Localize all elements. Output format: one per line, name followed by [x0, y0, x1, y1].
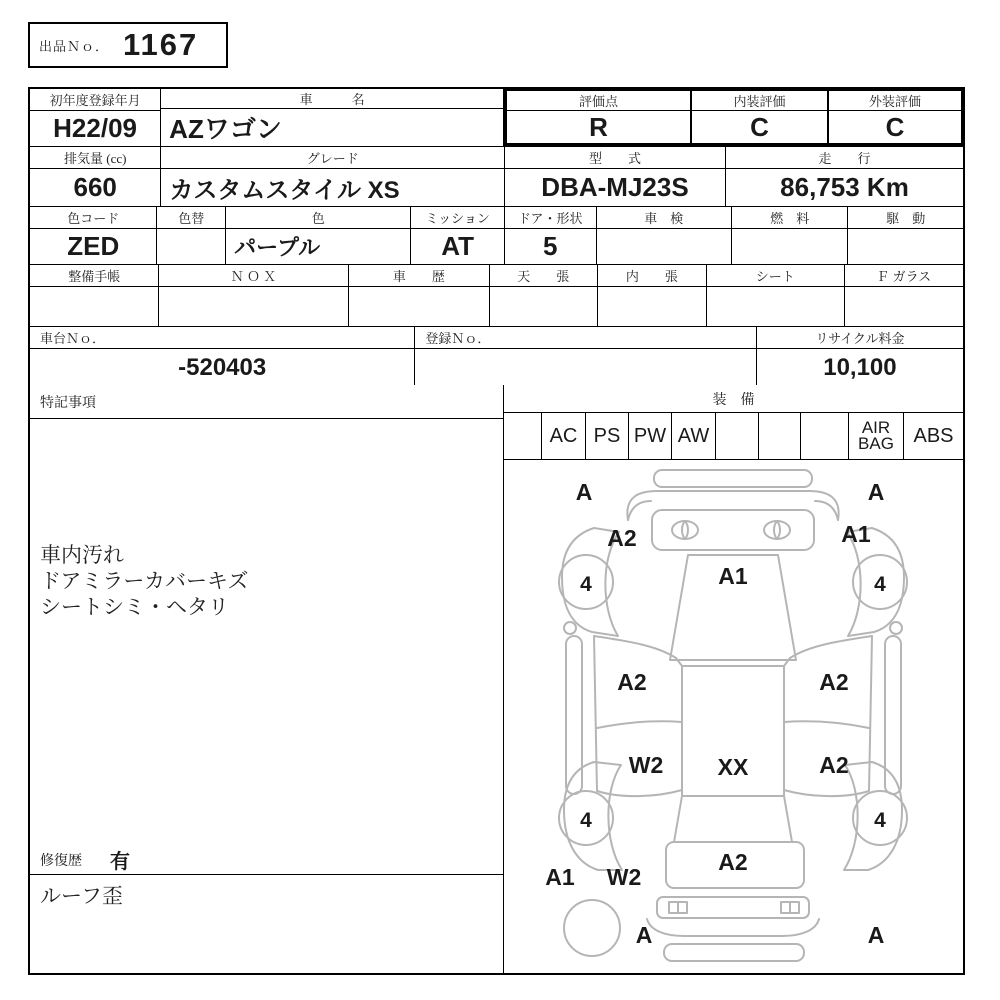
- equipment-row: [504, 413, 963, 460]
- front-glass-label: Ｆ ガラス: [845, 265, 963, 287]
- field-seat: [707, 265, 844, 326]
- car-name-label: 車 名: [161, 89, 503, 109]
- car-history-label: 車 歴: [349, 265, 489, 287]
- color-code-label: 色コード: [30, 207, 156, 229]
- car-history-value: [349, 287, 489, 326]
- equipment-cell-abs: ABS: [913, 424, 954, 447]
- damage-code-front-left: A: [575, 479, 593, 505]
- chassis-no-label: 車台Ｎｏ．: [30, 327, 414, 349]
- displacement-value: 660: [73, 172, 117, 202]
- repair-history-label: 修復歴: [40, 853, 82, 869]
- equipment-cell-empty: [504, 413, 542, 459]
- damage-code-rear-left-panel: W2: [606, 864, 642, 890]
- score-value: R: [589, 111, 608, 142]
- displacement-label: 排気量 (cc): [30, 147, 160, 169]
- fuel-label: 燃 料: [732, 207, 848, 229]
- damage-code-right-rear-door: A2: [819, 752, 849, 778]
- wheel-rear-right-label: 4: [874, 809, 886, 832]
- row-registration: [30, 89, 963, 147]
- doors-label: ドア・形状: [505, 207, 596, 229]
- model-code-value: DBA-MJ23S: [541, 172, 689, 202]
- field-inspection: [597, 207, 732, 264]
- first-registration-label: 初年度登録年月: [30, 89, 160, 111]
- nox-label: Ｎ Ｏ Ｘ: [159, 265, 347, 287]
- damage-code-left-rear-door: W2: [628, 752, 664, 778]
- door-trim-value: [598, 287, 707, 326]
- grade-label: グレード: [161, 147, 504, 169]
- repair-history-header: [30, 845, 503, 875]
- interior-grade-label: 内装評価: [692, 91, 827, 111]
- damage-code-windshield: A1: [718, 563, 748, 589]
- equipment-cell-ac: AC: [542, 413, 586, 459]
- field-drive: [848, 207, 963, 264]
- repair-history-note: ルーフ歪: [40, 885, 123, 908]
- remarks-header: 特記事項: [30, 385, 503, 419]
- field-fuel: [732, 207, 849, 264]
- field-chassis-no: [30, 327, 415, 387]
- damage-code-front-right: A: [867, 479, 885, 505]
- field-color-change: [157, 207, 226, 264]
- row-color-transmission: [30, 207, 963, 265]
- wheel-front-right-label: 4: [874, 573, 886, 596]
- field-transmission: [411, 207, 505, 264]
- bottom-section: [28, 385, 965, 975]
- chassis-no-value: -520403: [178, 354, 267, 381]
- front-glass-value: [845, 287, 963, 326]
- first-registration-value: H22/09: [53, 113, 137, 143]
- evaluation-box: [504, 88, 964, 146]
- equipment-cell-aw: AW: [672, 413, 716, 459]
- color-value: パープル: [234, 235, 321, 260]
- color-label: 色: [226, 207, 410, 229]
- remarks-column: [30, 385, 504, 973]
- door-trim-label: 内 張: [598, 265, 707, 287]
- wheel-rear-left-label: 4: [580, 809, 592, 832]
- equipment-cell-airbag: AIR BAG: [849, 413, 904, 459]
- damage-code-rear-hatch: A2: [718, 849, 748, 875]
- field-headliner: [490, 265, 598, 326]
- car-top-view: [504, 460, 963, 974]
- interior-grade-value: C: [750, 111, 769, 142]
- reg-no-label: 登録Ｎｏ．: [415, 327, 756, 349]
- car-name-value: AZワゴン: [169, 114, 282, 144]
- repair-history-flag: 有: [110, 851, 130, 873]
- recycle-fee-label: リサイクル料金: [757, 327, 963, 349]
- seat-label: シート: [707, 265, 843, 287]
- service-book-label: 整備手帳: [30, 265, 158, 287]
- remark-line: シートシミ・ヘタリ: [40, 595, 229, 619]
- damage-code-right-front-fender: A1: [841, 521, 871, 547]
- row-condition-flags: [30, 265, 963, 327]
- field-car-name: [161, 89, 504, 146]
- field-front-glass: [845, 265, 963, 326]
- field-mileage: [726, 147, 963, 206]
- damage-code-left-front-fender: A2: [607, 525, 637, 551]
- field-displacement: [30, 147, 161, 206]
- equipment-header: 装 備: [504, 385, 963, 413]
- model-code-label: 型 式: [505, 147, 725, 169]
- field-car-history: [349, 265, 490, 326]
- mileage-label: 走 行: [726, 147, 963, 169]
- nox-value: [159, 287, 347, 326]
- exterior-grade-value: C: [885, 111, 905, 142]
- wheel-front-left-label: 4: [580, 573, 592, 596]
- equipment-cell-empty: [801, 413, 849, 459]
- grade-value: カスタムスタイル XS: [169, 177, 400, 204]
- field-doors: [505, 207, 597, 264]
- equipment-cell-empty: [759, 413, 801, 459]
- equipment-cell-ps: PS: [586, 413, 629, 459]
- service-book-value: [30, 287, 158, 326]
- damage-code-floor-center: XX: [717, 754, 749, 780]
- lot-number-box: [28, 22, 228, 68]
- damage-code-rear-bumper-left: A: [635, 922, 653, 948]
- color-change-value: [157, 229, 225, 264]
- drive-value: [848, 229, 963, 264]
- lot-number-value: 1167: [123, 27, 199, 62]
- field-color-code: [30, 207, 157, 264]
- damage-code-rear-bumper-right: A: [867, 922, 885, 948]
- field-service-book: [30, 265, 159, 326]
- score-label: 評価点: [507, 91, 690, 111]
- field-grade: [161, 147, 505, 206]
- inspection-label: 車 検: [597, 207, 731, 229]
- row-chassis-recycle: [30, 327, 963, 387]
- recycle-fee-value: 10,100: [823, 354, 897, 381]
- seat-value: [707, 287, 843, 326]
- headliner-value: [490, 287, 597, 326]
- exterior-grade-label: 外装評価: [829, 91, 961, 111]
- transmission-label: ミッション: [411, 207, 504, 229]
- field-color: [226, 207, 411, 264]
- damage-code-left-front-door: A2: [617, 669, 647, 695]
- transmission-value: AT: [441, 231, 475, 261]
- row-grade-model: [30, 147, 963, 207]
- remarks-body: [30, 419, 503, 845]
- diagram-column: [504, 385, 963, 973]
- drive-label: 駆 動: [848, 207, 963, 229]
- mileage-value: 86,753 Km: [780, 172, 909, 202]
- field-interior-grade: [692, 91, 829, 143]
- color-code-value: ZED: [67, 231, 120, 261]
- field-door-trim: [598, 265, 708, 326]
- damage-diagram: [504, 460, 963, 973]
- damage-code-rear-left-corner: A1: [545, 864, 575, 890]
- reg-no-value: [415, 349, 756, 387]
- field-reg-no: [415, 327, 757, 387]
- lot-number-label: 出品Ｎｏ．: [39, 38, 110, 54]
- damage-code-right-front-door: A2: [819, 669, 849, 695]
- field-nox: [159, 265, 348, 326]
- inspection-value: [597, 229, 731, 264]
- equipment-cell-empty: [716, 413, 759, 459]
- spec-table: [28, 87, 965, 389]
- field-model-code: [505, 147, 726, 206]
- field-recycle-fee: [757, 327, 963, 387]
- remark-line: 車内汚れ: [40, 544, 124, 567]
- doors-value: 5: [543, 231, 558, 261]
- color-change-label: 色替: [157, 207, 225, 229]
- field-first-registration: [30, 89, 161, 146]
- equipment-cell-pw: PW: [629, 413, 672, 459]
- remark-line: ドアミラーカバーキズ: [40, 569, 249, 593]
- field-score: [507, 91, 692, 143]
- headliner-label: 天 張: [490, 265, 597, 287]
- fuel-value: [732, 229, 848, 264]
- field-exterior-grade: [829, 91, 961, 143]
